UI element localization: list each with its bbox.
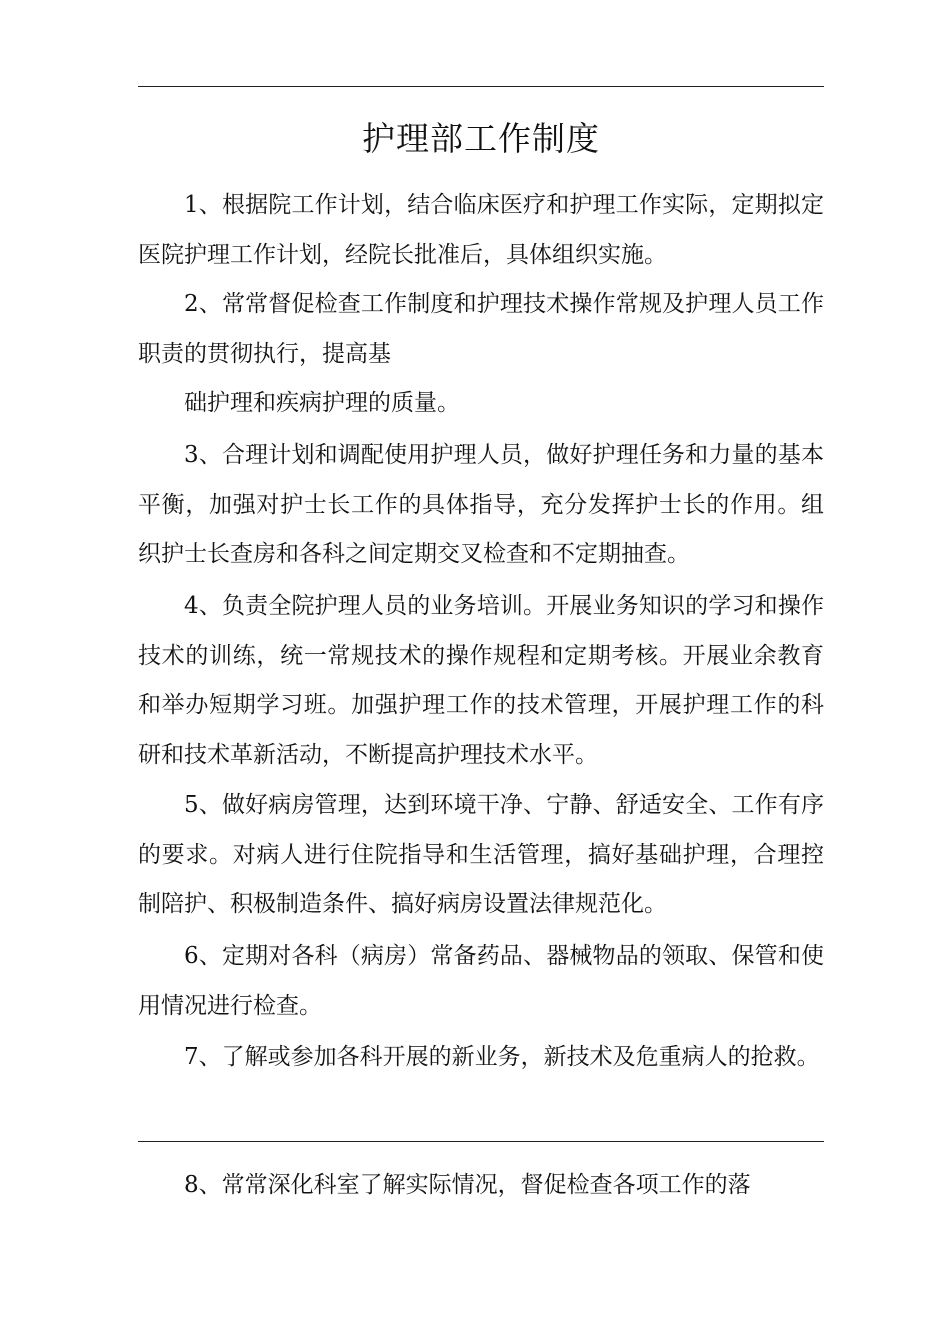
paragraph-7: 7、了解或参加各科开展的新业务，新技术及危重病人的抢救。 (184, 1044, 820, 1070)
paragraph-6: 6、定期对各科（病房）常备药品、器械物品的领取、保管和使用情况进行检查。 (138, 943, 824, 1019)
top-divider (138, 86, 824, 87)
page-title: 护理部工作制度 (362, 119, 600, 158)
paragraph-4: 4、负责全院护理人员的业务培训。开展业务知识的学习和操作技术的训练，统一常规技术的操作规程和定期考核。开展业余教育和举办短期学习班。加强护理工作的技术管理，开展护理工作的科研和技术革新活动，不断提高护理技术水平。 (138, 593, 824, 768)
paragraph-2-continuation: 础护理和疾病护理的质量。 (184, 390, 460, 416)
paragraph-3: 3、合理计划和调配使用护理人员，做好护理任务和力量的基本平衡，加强对护士长工作的具体指导，充分发挥护士长的作用。组织护士长查房和各科之间定期交叉检查和不定期抽查。 (138, 442, 824, 567)
paragraph-5: 5、做好病房管理，达到环境干净、宁静、舒适安全、工作有序的要求。对病人进行住院指导和生活管理，搞好基础护理，合理控制陪护、积极制造条件、搞好病房设置法律规范化。 (138, 792, 824, 917)
paragraph-8: 8、常常深化科室了解实际情况，督促检查各项工作的落 (184, 1172, 751, 1198)
paragraph-1: 1、根据院工作计划，结合临床医疗和护理工作实际，定期拟定医院护理工作计划，经院长批准后，具体组织实施。 (138, 192, 824, 268)
paragraph-2: 2、常常督促检查工作制度和护理技术操作常规及护理人员工作职责的贯彻执行，提高基 (138, 291, 824, 367)
page-break-divider (138, 1141, 824, 1142)
